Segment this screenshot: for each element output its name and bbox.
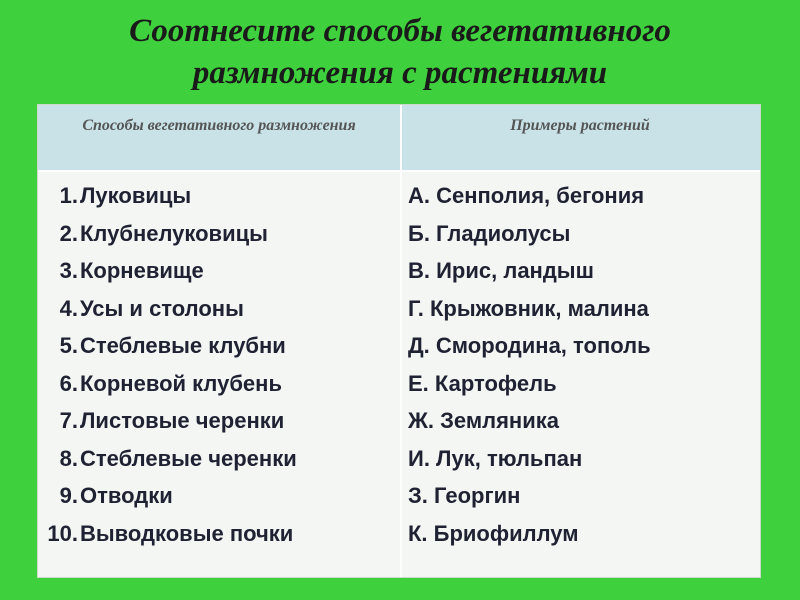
title-line-2: размножения с растениями: [192, 55, 608, 91]
method-text: Листовые черенки: [80, 408, 285, 433]
method-text: Отводки: [80, 483, 173, 508]
method-number: 1.: [59, 183, 78, 208]
title-line-1: Соотнесите способы вегетативного: [129, 13, 671, 49]
example-row: А. Сенполия, бегония: [408, 183, 645, 208]
method-text: Корневище: [80, 258, 204, 283]
example-row: Ж. Земляника: [408, 408, 559, 433]
method-number: 5.: [59, 333, 78, 358]
header-examples: Примеры растений: [510, 117, 650, 134]
method-row: [38, 177, 400, 215]
example-row: К. Бриофиллум: [408, 520, 579, 546]
methods-list: [38, 177, 400, 552]
column-divider: [400, 105, 402, 577]
method-text: Стеблевые черенки: [80, 445, 297, 471]
example-row: Е. Картофель: [408, 370, 557, 396]
header-methods: Способы вегетативного размножения: [82, 117, 356, 134]
method-number: 4.: [59, 295, 78, 321]
method-number: 8.: [59, 445, 78, 471]
method-text: Клубнелуковицы: [80, 220, 268, 246]
example-row: З. Георгин: [408, 483, 521, 508]
method-text: Усы и столоны: [80, 295, 244, 321]
method-text: Корневой клубень: [80, 370, 282, 396]
slide-title: [0, 10, 800, 94]
method-number: 7.: [59, 408, 78, 433]
method-number: 10.: [47, 520, 78, 546]
method-row: [38, 440, 400, 478]
examples-list: [408, 177, 758, 552]
method-row: [38, 402, 400, 440]
example-row: Б. Гладиолусы: [408, 220, 571, 246]
table-header: [38, 105, 760, 172]
example-row: Г. Крыжовник, малина: [408, 295, 649, 321]
method-text: Луковицы: [80, 183, 192, 208]
method-number: 2.: [59, 220, 78, 246]
matching-table: [37, 104, 761, 578]
method-number: 6.: [59, 370, 78, 396]
method-text: Выводковые почки: [80, 520, 294, 546]
method-row: [38, 290, 400, 328]
example-row: Д. Смородина, тополь: [408, 333, 651, 358]
method-row: [38, 252, 400, 290]
method-number: 9.: [59, 483, 78, 508]
example-row: И. Лук, тюльпан: [408, 445, 583, 471]
method-text: Стеблевые клубни: [80, 333, 286, 358]
method-row: [38, 515, 400, 553]
method-row: [38, 477, 400, 515]
method-number: 3.: [59, 258, 78, 283]
example-row: В. Ирис, ландыш: [408, 258, 594, 283]
method-row: [38, 215, 400, 253]
method-row: [38, 365, 400, 403]
method-row: [38, 327, 400, 365]
